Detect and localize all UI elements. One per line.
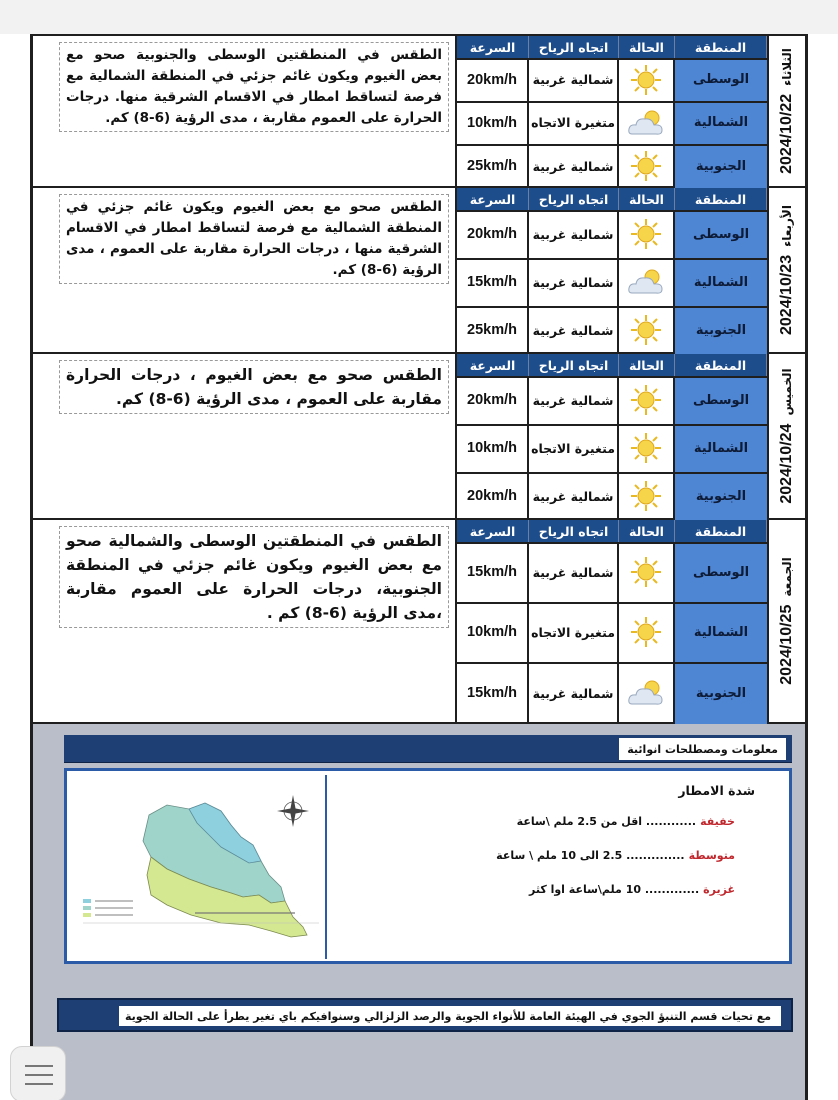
- wind-speed: 20km/h: [457, 210, 529, 258]
- header-speed: السرعة: [457, 354, 529, 376]
- header-wind: اتجاه الرياح: [529, 188, 619, 210]
- date-label: [778, 48, 796, 174]
- rain-level-range: ............ اقل من 2.5 ملم \ساعة: [516, 815, 697, 828]
- wind-direction: شمالية غربية: [529, 662, 619, 724]
- date-column: [767, 188, 805, 352]
- date-label: [778, 205, 796, 335]
- region-name: الشمالية: [675, 424, 767, 472]
- day-name: الجمعة: [780, 557, 794, 597]
- date-column: [767, 36, 805, 186]
- rain-level-name: خفيفة: [700, 815, 735, 828]
- day-description-box: [33, 520, 457, 722]
- sunny-icon: [619, 58, 675, 101]
- day-name: الثلاثاء: [780, 48, 794, 86]
- row-divider: [457, 101, 767, 103]
- info-panel: [64, 768, 792, 964]
- day-description-box: [33, 354, 457, 518]
- header-speed: السرعة: [457, 36, 529, 58]
- row-divider: [457, 306, 767, 308]
- wind-direction: شمالية غربية: [529, 542, 619, 602]
- legend-swatch-south: [83, 913, 91, 917]
- row-divider: [457, 258, 767, 260]
- day-description: الطقس صحو مع بعض الغيوم ، درجات الحرارة مقاربة على العموم ، مدى الرؤية (6-8) كم.: [59, 360, 449, 414]
- wind-speed: 20km/h: [457, 58, 529, 101]
- wind-direction: شمالية غربية: [529, 376, 619, 424]
- row-divider: [457, 210, 767, 212]
- wind-direction: شمالية غربية: [529, 210, 619, 258]
- rain-level-name: غزيرة: [703, 883, 735, 896]
- header-status: الحالة: [619, 520, 675, 542]
- header-wind: اتجاه الرياح: [529, 520, 619, 542]
- sunny-icon: [619, 472, 675, 520]
- region-name: الجنوبية: [675, 472, 767, 520]
- wind-direction: متغيرة الاتجاه: [529, 101, 619, 144]
- compass-rose-icon: [277, 795, 309, 827]
- header-region: المنطقة: [675, 188, 767, 210]
- day-description: الطقس صحو مع بعض الغيوم ويكون غائم جزئي في المنطقة الشمالية مع فرصة لتساقط امطار في الاقسام الشرقية منها ، درجات الحرارة مقاربة على العموم ، مدى الرؤية (6-8) كم.: [59, 194, 449, 284]
- day-table: [457, 354, 767, 518]
- region-name: الشمالية: [675, 602, 767, 662]
- date-column: [767, 520, 805, 722]
- header-region: المنطقة: [675, 354, 767, 376]
- wind-direction: شمالية غربية: [529, 258, 619, 306]
- header-status: الحالة: [619, 36, 675, 58]
- footer: [57, 998, 793, 1032]
- rain-level-name: متوسطة: [688, 849, 735, 862]
- legend-swatch-north: [83, 906, 91, 910]
- day-name: الأربعاء: [780, 205, 794, 247]
- day-table: [457, 520, 767, 722]
- day-block: [33, 520, 805, 724]
- header-status: الحالة: [619, 354, 675, 376]
- date-value: 2024/10/23: [778, 254, 795, 335]
- iraq-region-map: [71, 775, 327, 959]
- rain-intensity-section: [337, 771, 789, 961]
- legend-swatch-central: [83, 899, 91, 903]
- wind-direction: شمالية غربية: [529, 306, 619, 354]
- sunny-icon: [619, 542, 675, 602]
- sunny-icon: [619, 602, 675, 662]
- wind-direction: شمالية غربية: [529, 472, 619, 520]
- forecast-table: [33, 34, 805, 724]
- sunny-icon: [619, 144, 675, 188]
- date-column: [767, 354, 805, 518]
- wind-direction: شمالية غربية: [529, 144, 619, 188]
- date-value: 2024/10/22: [778, 93, 795, 174]
- top-band: [0, 0, 838, 34]
- sunny-icon: [619, 376, 675, 424]
- rain-level-row: [496, 849, 735, 862]
- wind-speed: 25km/h: [457, 144, 529, 188]
- row-divider: [457, 662, 767, 664]
- region-name: الوسطى: [675, 542, 767, 602]
- header-status: الحالة: [619, 188, 675, 210]
- day-description: الطقس في المنطقتين الوسطى والشمالية صحو مع بعض الغيوم ويكون غائم جزئي في المنطقة الجنوبية، درجات الحرارة على العموم مقاربة ،مدى الرؤية (6-8) كم .: [59, 526, 449, 628]
- region-name: الجنوبية: [675, 662, 767, 724]
- header-wind: اتجاه الرياح: [529, 354, 619, 376]
- rain-level-row: [529, 883, 735, 896]
- wind-speed: 10km/h: [457, 424, 529, 472]
- day-table: [457, 188, 767, 352]
- header-speed: السرعة: [457, 520, 529, 542]
- row-divider: [457, 58, 767, 60]
- menu-icon-line: [25, 1074, 53, 1076]
- header-speed: السرعة: [457, 188, 529, 210]
- sunny-icon: [619, 424, 675, 472]
- wind-speed: 15km/h: [457, 662, 529, 724]
- region-name: الشمالية: [675, 258, 767, 306]
- row-divider: [457, 376, 767, 378]
- rain-level-row: [517, 815, 735, 828]
- menu-button[interactable]: [10, 1046, 66, 1100]
- date-label: [778, 368, 796, 503]
- region-name: الشمالية: [675, 101, 767, 144]
- rain-level-range: ............. 10 ملم\ساعة اوا كثر: [529, 883, 700, 896]
- sunny-icon: [619, 306, 675, 354]
- day-block: [33, 354, 805, 520]
- sunny-icon: [619, 210, 675, 258]
- wind-speed: 10km/h: [457, 101, 529, 144]
- footer-text: مع تحيات قسم التنبؤ الجوي في الهيئة العامة للأنواء الجوية والرصد الزلزالي وسنوافيكم باي تغير يطرأ على الحالة الجوية: [119, 1006, 781, 1026]
- info-header: [64, 735, 792, 763]
- wind-direction: متغيرة الاتجاه: [529, 602, 619, 662]
- day-block: [33, 36, 805, 188]
- region-name: الوسطى: [675, 376, 767, 424]
- day-table: [457, 36, 767, 186]
- date-value: 2024/10/25: [778, 604, 795, 685]
- cloudy-icon: [619, 662, 675, 724]
- row-divider: [457, 472, 767, 474]
- row-divider: [457, 144, 767, 146]
- menu-icon-line: [25, 1065, 53, 1067]
- header-wind: اتجاه الرياح: [529, 36, 619, 58]
- region-name: الوسطى: [675, 58, 767, 101]
- region-name: الوسطى: [675, 210, 767, 258]
- wind-direction: متغيرة الاتجاه: [529, 424, 619, 472]
- row-divider: [457, 542, 767, 544]
- header-region: المنطقة: [675, 36, 767, 58]
- cloudy-icon: [619, 101, 675, 144]
- region-name: الجنوبية: [675, 144, 767, 188]
- row-divider: [457, 424, 767, 426]
- day-description-box: [33, 36, 457, 186]
- info-title: معلومات ومصطلحات انوائية: [619, 738, 786, 760]
- region-name: الجنوبية: [675, 306, 767, 354]
- cloudy-icon: [619, 258, 675, 306]
- rain-level-range: .............. 2.5 الى 10 ملم \ ساعة: [496, 849, 685, 862]
- wind-speed: 25km/h: [457, 306, 529, 354]
- date-value: 2024/10/24: [778, 423, 795, 504]
- menu-icon-line: [25, 1083, 53, 1085]
- wind-speed: 10km/h: [457, 602, 529, 662]
- date-label: [778, 557, 796, 684]
- day-name: الخميس: [780, 368, 794, 416]
- map-svg: [71, 775, 327, 959]
- header-region: المنطقة: [675, 520, 767, 542]
- day-block: [33, 188, 805, 354]
- wind-speed: 15km/h: [457, 542, 529, 602]
- wind-direction: شمالية غربية: [529, 58, 619, 101]
- day-description-box: [33, 188, 457, 352]
- rain-title: شدة الامطار: [678, 783, 755, 798]
- wind-speed: 15km/h: [457, 258, 529, 306]
- wind-speed: 20km/h: [457, 472, 529, 520]
- wind-speed: 20km/h: [457, 376, 529, 424]
- day-description: الطقس في المنطقتين الوسطى والجنوبية صحو مع بعض الغيوم ويكون غائم جزئي في المنطقة الشمالية مع فرصة لتساقط امطار في الاقسام الشرقية منها. درجات الحرارة على العموم مقاربة ، مدى الرؤية (6-8) كم.: [59, 42, 449, 132]
- row-divider: [457, 602, 767, 604]
